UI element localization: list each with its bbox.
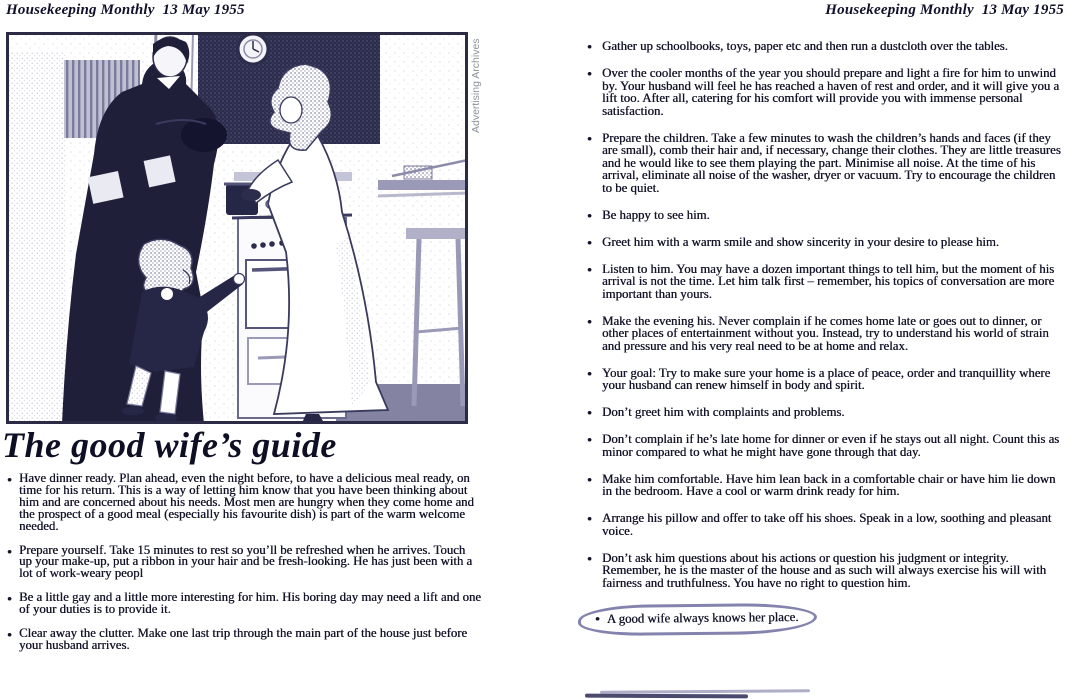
photo-credit: Advertising Archives [470, 38, 482, 133]
guide-item: ● Over the cooler months of the year you should prepare and light a fire for him to unwind by. Your husband will feel he has reached a haven of rest and order, and it will give you a lift too. After all, catering for his comfort will provide you with immense personal satisfaction. [586, 67, 1068, 117]
article-title: The good wife’s guide [2, 425, 337, 465]
kitchen-illustration [6, 32, 468, 424]
masthead-left: Housekeeping Monthly 13 May 1955 [6, 2, 245, 18]
guide-item: ● Make the evening his. Never complain if he comes home late or goes out to dinner, or other places of entertainment without you. Instead, try to understand his world of strain and pressure and his very real need to be at home and relax. [586, 315, 1068, 353]
left-bullet-list [7, 473, 481, 664]
guide-item: ● Don’t ask him questions about his actions or question his judgment or integrity. Remember, he is the master of the house and as such will always exercise his will with fairness and truthfulness. You have no right to question him. [586, 552, 1068, 590]
guide-item: ● Prepare the children. Take a few minutes to wash the children’s hands and faces (if they are small), comb their hair and, if necessary, change their clothes. They are little treasures and he would like to see them playing the part. Minimise all noise. At the time of his arrival, eliminate all noise of the washer, dryer or vacuum. Try to encourage the children to be quiet. [586, 132, 1068, 195]
underline-scribble-dark [585, 694, 748, 698]
guide-item: ● Have dinner ready. Plan ahead, even the night before, to have a delicious meal ready, on time for his return. This is a way of letting him know that you have been thinking about him and are concerned about his needs. Most men are hungry when they come home and the prospect of a good meal (especially his favourite dish) is part of the warm welcome needed. [7, 473, 481, 533]
guide-item: ● Arrange his pillow and offer to take off his shoes. Speak in a low, soothing and pleasant voice. [586, 512, 1068, 537]
guide-item: ● Be a little gay and a little more interesting for him. His boring day may need a lift and one of your duties is to provide it. [7, 592, 481, 616]
circled-text: A good wife always knows her place. [606, 609, 799, 626]
guide-item: ● Don’t greet him with complaints and problems. [586, 406, 1068, 419]
guide-item-circled [586, 604, 1068, 635]
hand-drawn-circle [578, 602, 818, 635]
guide-item: ● Be happy to see him. [586, 209, 1068, 222]
right-bullet-list [586, 40, 1068, 634]
guide-item: ● Your goal: Try to make sure your home is a place of peace, order and tranquillity where your husband can renew himself in body and spirit. [586, 367, 1068, 392]
guide-item: ● Don’t complain if he’s late home for dinner or even if he stays out all night. Count this as minor compared to what he might have gone through that day. [586, 433, 1068, 458]
guide-item: ● Listen to him. You may have a dozen important things to tell him, but the moment of his arrival is not the time. Let him talk first – remember, his topics of conversation are more important than yours. [586, 263, 1068, 301]
guide-item: ● Gather up schoolbooks, toys, paper etc and then run a dustcloth over the tables. [586, 40, 1068, 53]
guide-item: ● Make him comfortable. Have him lean back in a comfortable chair or have him lie down in the bedroom. Have a cool or warm drink ready for him. [586, 473, 1068, 498]
guide-item: ● Prepare yourself. Take 15 minutes to rest so you’ll be refreshed when he arrives. Touch up your make-up, put a ribbon in your hair and be fresh-looking. He has just been with a lot of work-weary peopl [7, 545, 481, 581]
kitchen-scene-drawing [6, 32, 468, 424]
guide-item: ● Clear away the clutter. Make one last trip through the main part of the house just before your husband arrives. [7, 628, 481, 652]
masthead-right: Housekeeping Monthly 13 May 1955 [825, 2, 1064, 18]
guide-item: ● Greet him with a warm smile and show sincerity in your desire to please him. [586, 236, 1068, 249]
